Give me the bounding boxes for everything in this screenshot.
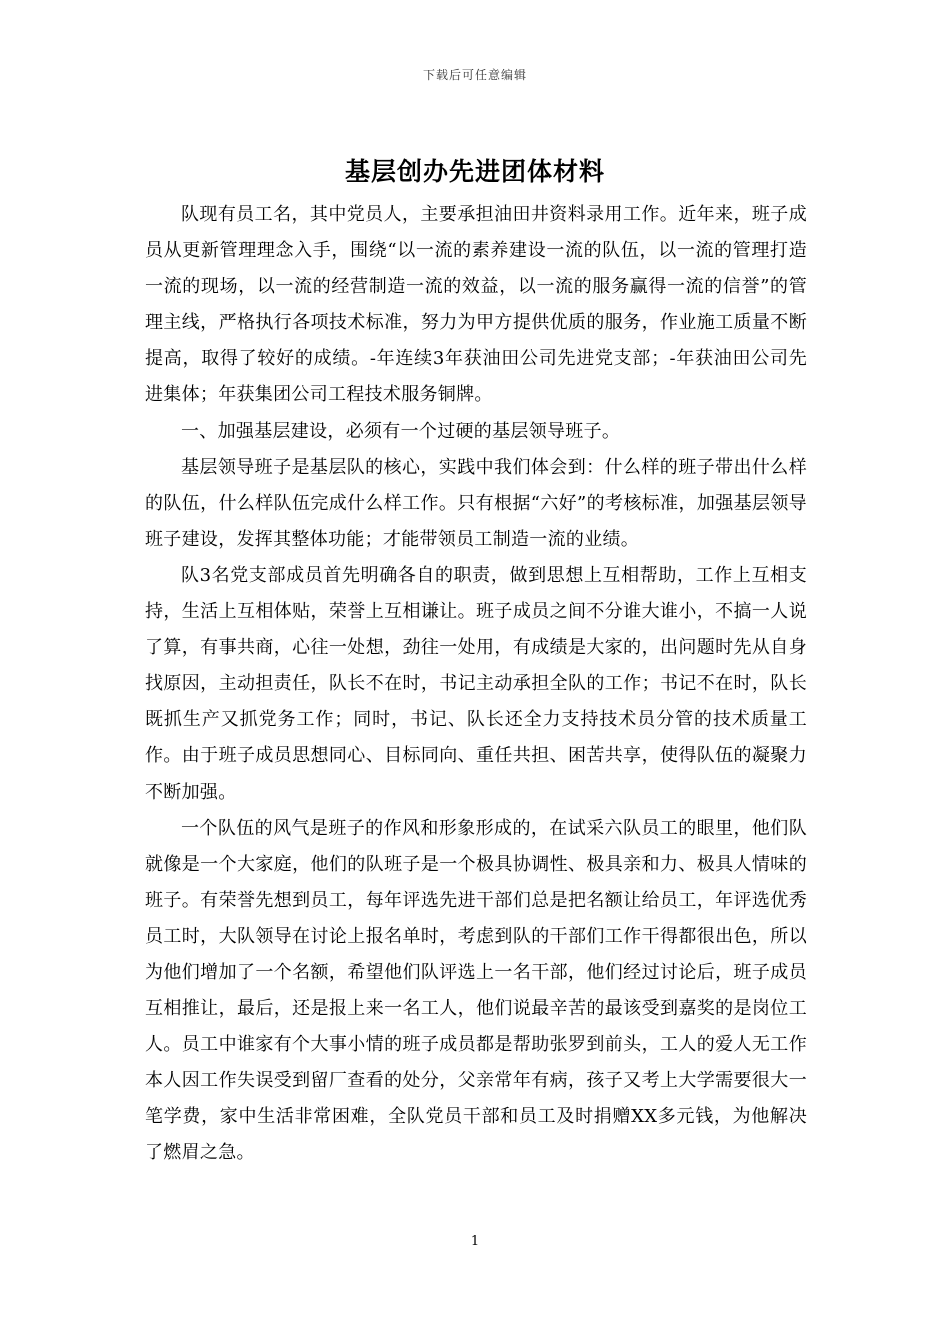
header-note: 下载后可任意编辑 — [422, 68, 527, 82]
document-body — [145, 197, 807, 1172]
paragraph: 队3名党支部成员首先明确各自的职责，做到思想上互相帮助，工作上互相支持，生活上互相体贴，荣誉上互相谦让。班子成员之间不分谁大谁小，不搞一人说了算，有事共商，心往一处想，劲往一处用，有成绩是大家的，出问题时先从自身找原因，主动担责任，队长不在时，书记主动承担全队的工作；书记不在时，队长既抓生产又抓党务工作；同时，书记、队长还全力支持技术员分管的技术质量工作。由于班子成员思想同心、目标同向、重任共担、困苦共享，使得队伍的凝聚力不断加强。 — [145, 564, 807, 803]
section-heading: 一、加强基层建设，必须有一个过硬的基层领导班子。 — [181, 420, 621, 442]
document-title: 基层创办先进团体材料 — [344, 157, 605, 186]
paragraph: 队现有员工名，其中党员人，主要承担油田井资料录用工作。近年来，班子成员从更新管理理念入手，围绕“以一流的素养建设一流的队伍，以一流的管理打造一流的现场，以一流的经营制造一流的效益，以一流的服务赢得一流的信誉”的管理主线，严格执行各项技术标准，努力为甲方提供优质的服务，作业施工质量不断提高，取得了较好的成绩。-年连续3年获油田公司先进党支部；-年获油田公司先进集体；年获集团公司工程技术服务铜牌。 — [145, 204, 807, 406]
paragraph: 基层领导班子是基层队的核心，实践中我们体会到：什么样的班子带出什么样的队伍，什么样队伍完成什么样工作。只有根据“六好”的考核标准，加强基层领导班子建设，发挥其整体功能；才能带领员工制造一流的业绩。 — [145, 456, 807, 550]
page-number: 1 — [470, 1234, 480, 1249]
paragraph: 一个队伍的风气是班子的作风和形象形成的，在试采六队员工的眼里，他们队就像是一个大家庭，他们的队班子是一个极具协调性、极具亲和力、极具人情味的班子。有荣誉先想到员工，每年评选先进干部们总是把名额让给员工，年评选优秀员工时，大队领导在讨论上报名单时，考虑到队的干部们工作干得都很出色，所以为他们增加了一个名额，希望他们队评选上一名干部，他们经过讨论后，班子成员互相推让，最后，还是报上来一名工人，他们说最辛苦的最该受到嘉奖的是岗位工人。员工中谁家有个大事小情的班子成员都是帮助张罗到前头，工人的爱人无工作本人因工作失误受到留厂查看的处分，父亲常年有病，孩子又考上大学需要很大一笔学费，家中生活非常困难，全队党员干部和员工及时捐赠XX多元钱，为他解决了燃眉之急。 — [145, 817, 807, 1164]
